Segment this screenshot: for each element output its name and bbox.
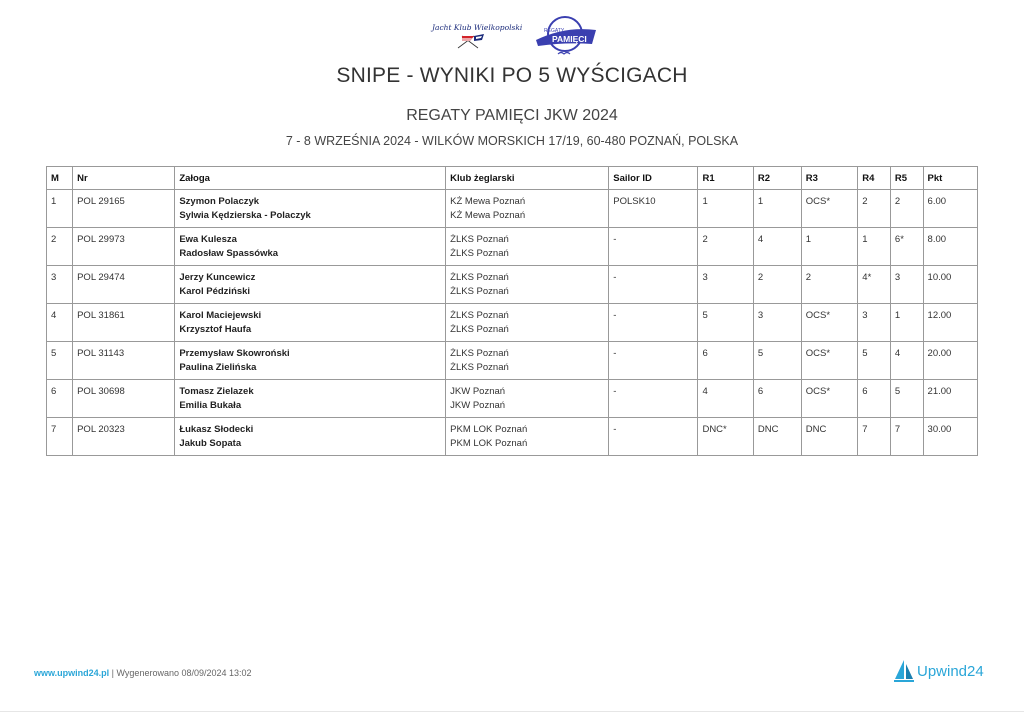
cell-club	[446, 304, 609, 342]
cell-r2: 3	[753, 304, 801, 342]
header-r1: R1	[698, 167, 753, 190]
event-name: REGATY PAMIĘCI JKW 2024	[406, 107, 618, 124]
cell-r5: 1	[890, 304, 923, 342]
logo-top-text: REGATY	[544, 28, 565, 34]
club-helm: ŻLKS Poznań	[450, 348, 509, 359]
cell-crew	[175, 228, 446, 266]
cell-r2: 1	[753, 190, 801, 228]
crew-helm: Karol Maciejewski	[179, 310, 262, 321]
cell-crew	[175, 304, 446, 342]
cell-r2: DNC	[753, 418, 801, 456]
sail-icon	[893, 659, 915, 683]
cell-r4: 4*	[858, 266, 891, 304]
regaty-pamieci-logo	[530, 14, 600, 58]
club-member: ŻLKS Poznań	[450, 362, 509, 373]
table-row	[47, 190, 978, 228]
club-member: ŻLKS Poznań	[450, 248, 509, 259]
cell-m: 1	[47, 190, 73, 228]
crew-helm: Ewa Kulesza	[179, 234, 237, 245]
cell-r4: 7	[858, 418, 891, 456]
cell-pkt: 12.00	[923, 304, 977, 342]
crew-helm: Tomasz Zielazek	[179, 386, 254, 397]
cell-pkt: 8.00	[923, 228, 977, 266]
cell-crew	[175, 190, 446, 228]
crew-member: Paulina Zielińska	[179, 362, 257, 373]
flags-icon	[458, 34, 484, 48]
cell-sailor-id: POLSK10	[609, 190, 698, 228]
cell-sailor-id: -	[609, 342, 698, 380]
cell-r3: OCS*	[801, 304, 858, 342]
crew-member: Karol Pédziński	[179, 286, 251, 297]
cell-nr: POL 29165	[73, 190, 175, 228]
cell-r1: 2	[698, 228, 753, 266]
cell-r3: 1	[801, 228, 858, 266]
crew-helm: Szymon Polaczyk	[179, 196, 260, 207]
header-r4: R4	[858, 167, 891, 190]
club-member: KŻ Mewa Poznań	[450, 210, 526, 221]
cell-sailor-id: -	[609, 304, 698, 342]
header-r2: R2	[753, 167, 801, 190]
cell-nr: POL 31143	[73, 342, 175, 380]
header-logos	[0, 14, 1024, 58]
cell-r1: 3	[698, 266, 753, 304]
cell-sailor-id: -	[609, 418, 698, 456]
club-member: PKM LOK Poznań	[450, 438, 528, 449]
table-row	[47, 418, 978, 456]
cell-r4: 1	[858, 228, 891, 266]
footer-separator: |	[109, 668, 117, 678]
upwind24-logo	[893, 659, 984, 683]
crew-member: Radosław Spassówka	[179, 248, 279, 259]
cell-r2: 6	[753, 380, 801, 418]
crew-helm: Jerzy Kuncewicz	[179, 272, 256, 283]
cell-club	[446, 190, 609, 228]
club-member: ŻLKS Poznań	[450, 286, 509, 297]
header-crew: Załoga	[175, 167, 446, 190]
crew-member: Krzysztof Haufa	[179, 324, 252, 335]
footer-info	[34, 668, 252, 678]
cell-r5: 2	[890, 190, 923, 228]
cell-r3: DNC	[801, 418, 858, 456]
cell-r4: 3	[858, 304, 891, 342]
cell-m: 2	[47, 228, 73, 266]
cell-r1: 1	[698, 190, 753, 228]
table-row	[47, 380, 978, 418]
header-m: M	[47, 167, 73, 190]
page-edge-divider	[0, 711, 1024, 712]
event-details: 7 - 8 WRZEŚNIA 2024 - WILKÓW MORSKICH 17/19, 60-480 POZNAŃ, POLSKA	[285, 134, 739, 148]
cell-r2: 2	[753, 266, 801, 304]
cell-r4: 2	[858, 190, 891, 228]
club-helm: PKM LOK Poznań	[450, 424, 528, 435]
cell-pkt: 6.00	[923, 190, 977, 228]
yacht-club-logo	[430, 18, 523, 54]
cell-m: 6	[47, 380, 73, 418]
crew-helm: Łukasz Słodecki	[179, 424, 254, 435]
cell-nr: POL 29474	[73, 266, 175, 304]
page-title: SNIPE - WYNIKI PO 5 WYŚCIGACH	[336, 64, 688, 87]
cell-crew	[175, 266, 446, 304]
cell-pkt: 20.00	[923, 342, 977, 380]
cell-m: 4	[47, 304, 73, 342]
cell-r3: OCS*	[801, 342, 858, 380]
crew-member: Emilia Bukała	[179, 400, 242, 411]
cell-r3: 2	[801, 266, 858, 304]
header-pkt: Pkt	[923, 167, 977, 190]
cell-nr: POL 31861	[73, 304, 175, 342]
website-link[interactable]: www.upwind24.pl	[34, 668, 110, 678]
cell-r1: DNC*	[698, 418, 753, 456]
results-table	[46, 166, 978, 456]
club-helm: ŻLKS Poznań	[450, 234, 509, 245]
club-helm: JKW Poznań	[450, 386, 506, 397]
table-row	[47, 304, 978, 342]
table-row	[47, 228, 978, 266]
table-header-row	[47, 167, 978, 190]
cell-nr: POL 20323	[73, 418, 175, 456]
cell-sailor-id: -	[609, 266, 698, 304]
cell-crew	[175, 380, 446, 418]
generated-timestamp: Wygenerowano 08/09/2024 13:02	[116, 668, 252, 678]
cell-r5: 4	[890, 342, 923, 380]
header-club: Klub żeglarski	[446, 167, 609, 190]
cell-nr: POL 29973	[73, 228, 175, 266]
cell-r4: 6	[858, 380, 891, 418]
header-nr: Nr	[73, 167, 175, 190]
header-r3: R3	[801, 167, 858, 190]
crew-helm: Przemysław Skowroński	[179, 348, 290, 359]
table-row	[47, 266, 978, 304]
cell-r3: OCS*	[801, 380, 858, 418]
brand-name: Upwind24	[917, 662, 984, 680]
cell-nr: POL 30698	[73, 380, 175, 418]
crew-member: Jakub Sopata	[179, 438, 242, 449]
club-member: JKW Poznań	[450, 400, 506, 411]
cell-r2: 5	[753, 342, 801, 380]
cell-r1: 6	[698, 342, 753, 380]
yacht-club-logo-text: Jacht Klub Wielkopolski	[432, 23, 523, 32]
cell-club	[446, 418, 609, 456]
club-helm: ŻLKS Poznań	[450, 310, 509, 321]
cell-r1: 4	[698, 380, 753, 418]
header-sailor-id: Sailor ID	[609, 167, 698, 190]
cell-pkt: 30.00	[923, 418, 977, 456]
club-helm: ŻLKS Poznań	[450, 272, 509, 283]
header-r5: R5	[890, 167, 923, 190]
cell-club	[446, 380, 609, 418]
cell-r5: 6*	[890, 228, 923, 266]
cell-crew	[175, 342, 446, 380]
cell-r5: 3	[890, 266, 923, 304]
cell-r3: OCS*	[801, 190, 858, 228]
cell-club	[446, 342, 609, 380]
cell-club	[446, 266, 609, 304]
cell-m: 3	[47, 266, 73, 304]
cell-sailor-id: -	[609, 228, 698, 266]
cell-crew	[175, 418, 446, 456]
cell-m: 5	[47, 342, 73, 380]
cell-club	[446, 228, 609, 266]
crew-member: Sylwia Kędzierska - Polaczyk	[179, 210, 311, 221]
cell-r5: 7	[890, 418, 923, 456]
logo-main-text: PAMIĘCI	[552, 34, 587, 44]
club-member: ŻLKS Poznań	[450, 324, 509, 335]
club-helm: KŻ Mewa Poznań	[450, 196, 526, 207]
cell-r2: 4	[753, 228, 801, 266]
table-row	[47, 342, 978, 380]
cell-sailor-id: -	[609, 380, 698, 418]
cell-pkt: 21.00	[923, 380, 977, 418]
cell-r1: 5	[698, 304, 753, 342]
cell-r5: 5	[890, 380, 923, 418]
cell-pkt: 10.00	[923, 266, 977, 304]
cell-m: 7	[47, 418, 73, 456]
cell-r4: 5	[858, 342, 891, 380]
